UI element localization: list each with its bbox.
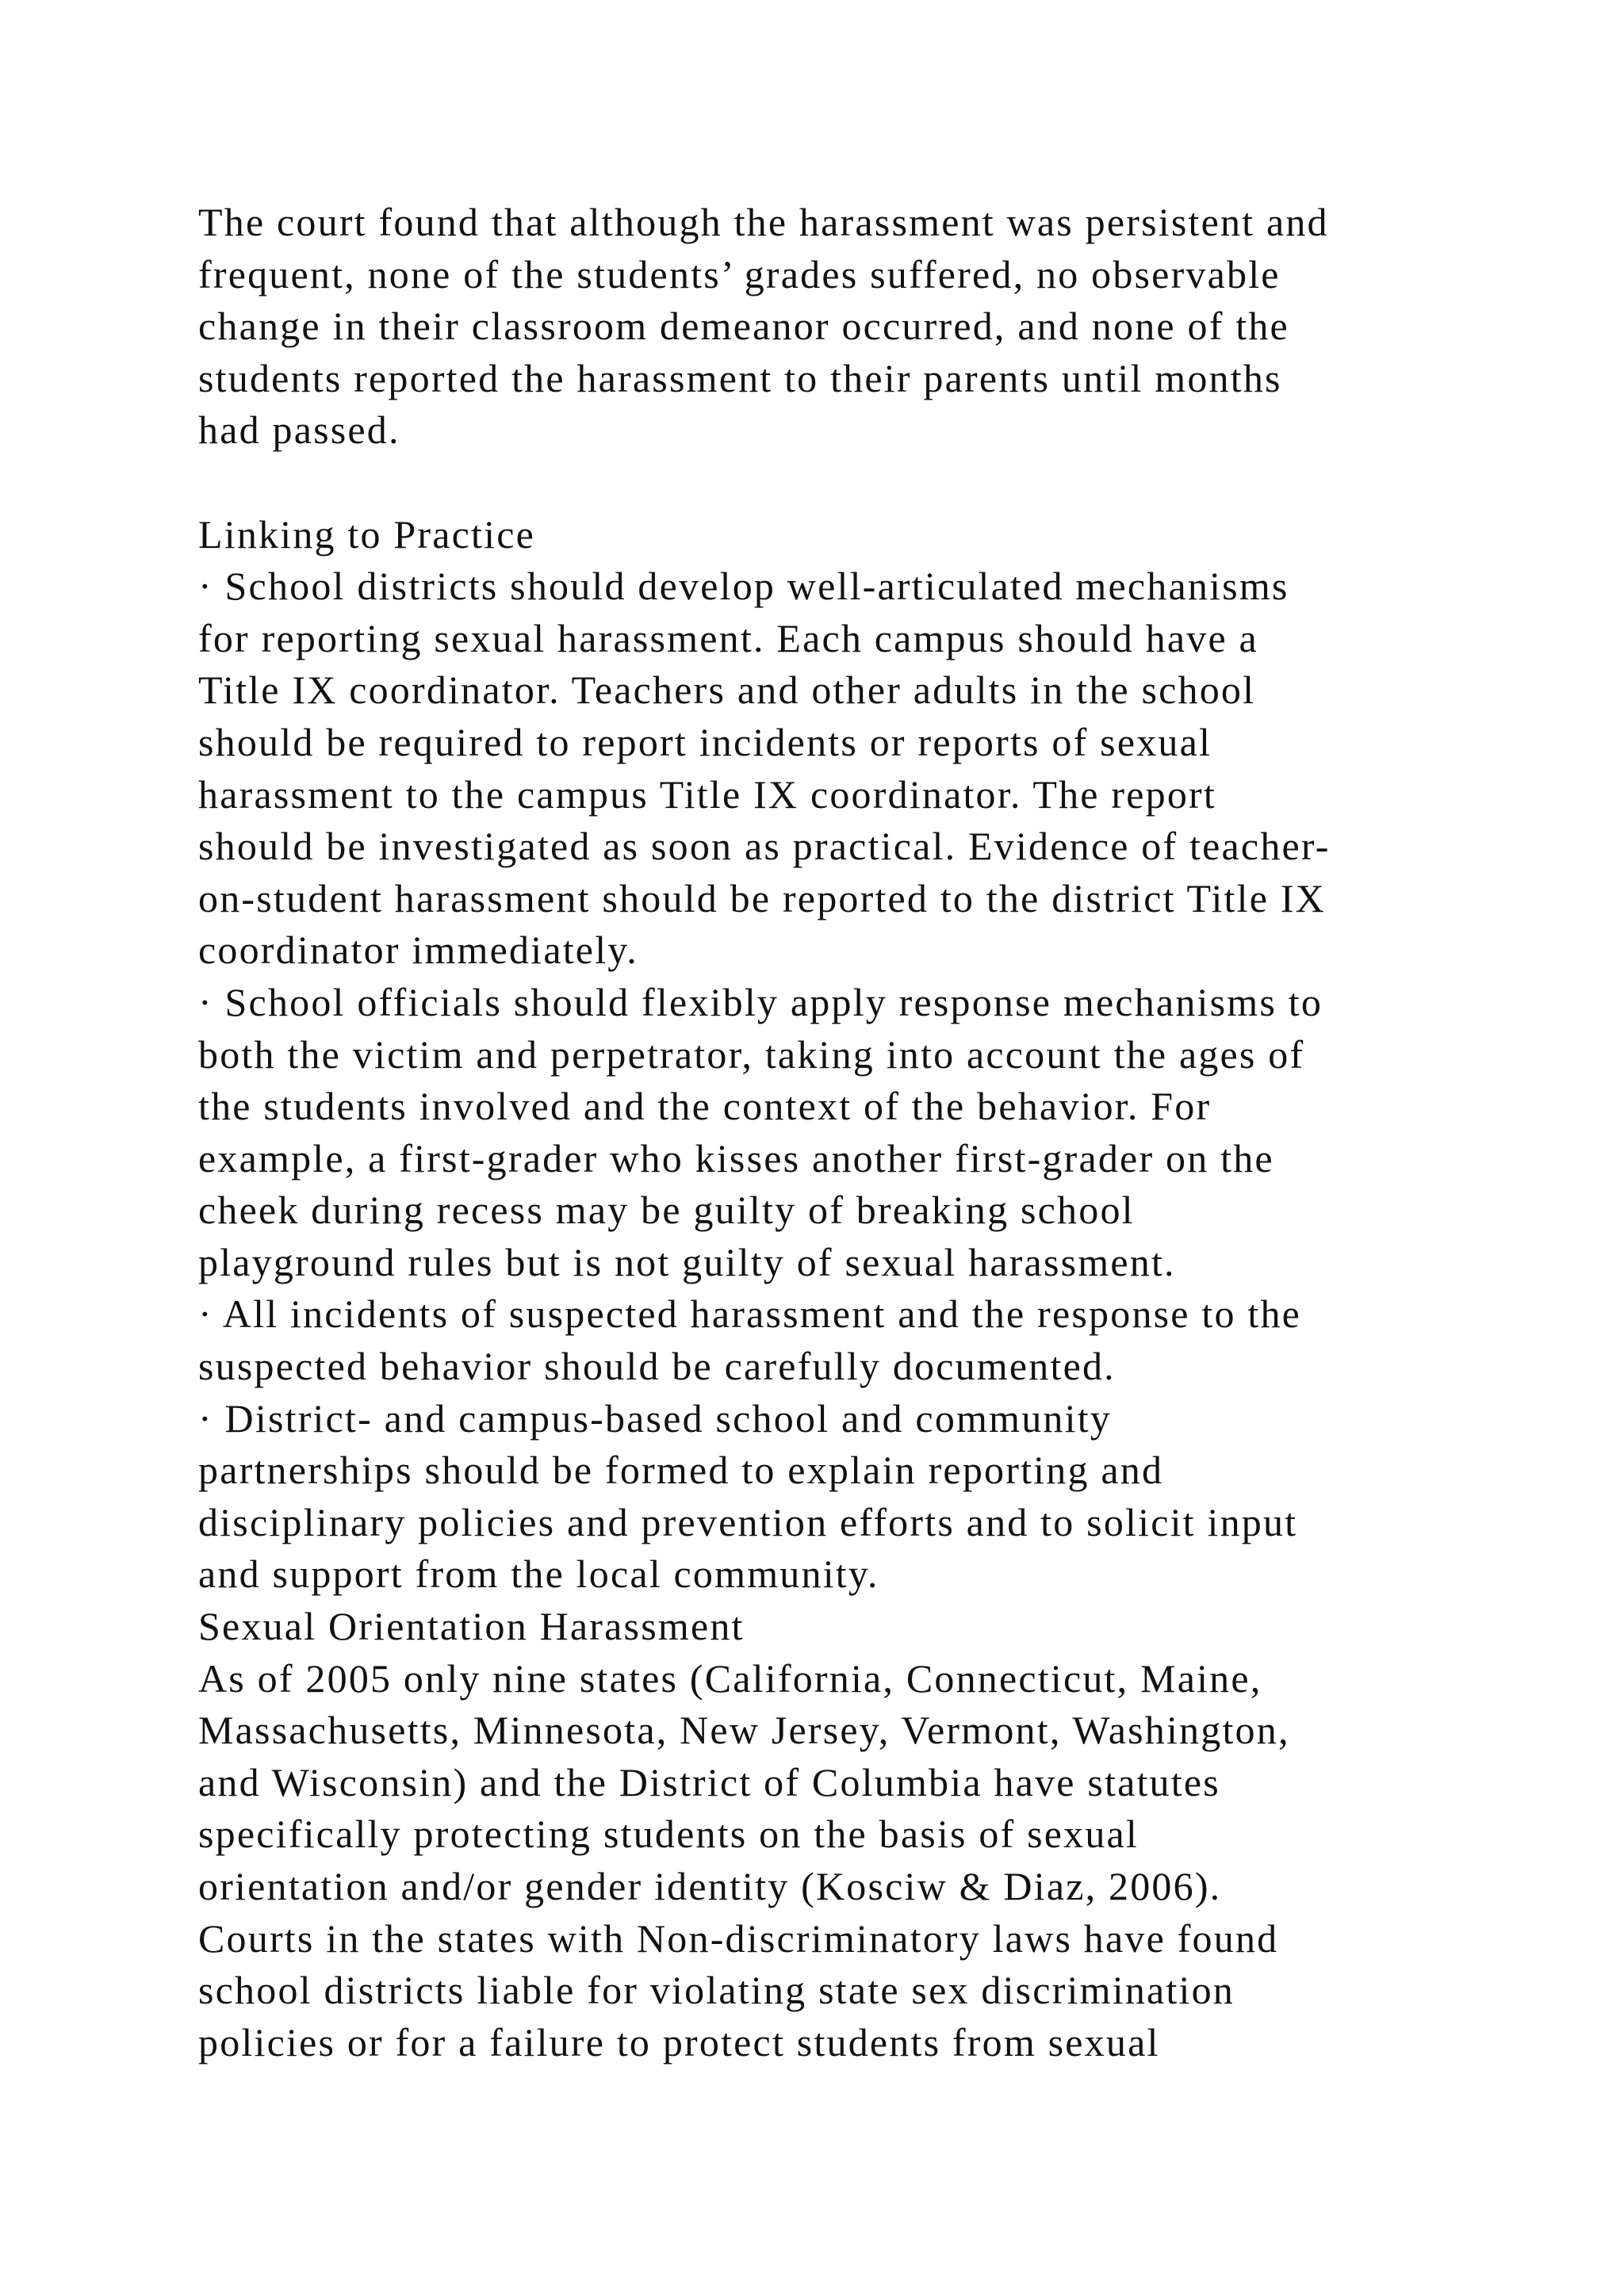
bullet-response-mechanisms <box>198 977 1562 1289</box>
text-line: partnerships should be formed to explain reporting and <box>198 1448 1164 1493</box>
text-line: should be required to report incidents or reports of sexual <box>198 719 1212 764</box>
text-line: change in their classroom demeanor occurred, and none of the <box>198 304 1289 349</box>
text-line: specifically protecting students on the basis of sexual <box>198 1812 1139 1857</box>
text-line: Title IX coordinator. Teachers and other adults in the school <box>198 668 1256 713</box>
bullet-community-partnerships <box>198 1393 1562 1601</box>
text-line: As of 2005 only nine states (California, Connecticut, Maine, <box>198 1655 1262 1701</box>
text-line: on-student harassment should be reported to the district Title IX <box>198 875 1326 920</box>
paragraph-spacer <box>198 457 1562 509</box>
text-line: and support from the local community. <box>198 1552 879 1597</box>
text-line: the students involved and the context of the behavior. For <box>198 1084 1212 1129</box>
text-line: harassment to the campus Title IX coordinator. The report <box>198 771 1216 817</box>
text-line: for reporting sexual harassment. Each campus should have a <box>198 615 1258 660</box>
text-line: school districts liable for violating state sex discrimination <box>198 1968 1235 2013</box>
text-line: · School districts should develop well-articulated mechanisms <box>198 564 1289 609</box>
text-line: · District- and campus-based school and community <box>198 1395 1112 1441</box>
text-line: example, a first-grader who kisses another first-grader on the <box>198 1135 1274 1181</box>
text-line: suspected behavior should be carefully documented. <box>198 1344 1116 1389</box>
text-line: students reported the harassment to their parents until months <box>198 355 1282 400</box>
bullet-documentation <box>198 1288 1562 1392</box>
text-line: Massachusetts, Minnesota, New Jersey, Vermont, Washington, <box>198 1708 1290 1753</box>
paragraph-court-finding <box>198 197 1562 457</box>
text-line: had passed. <box>198 408 400 453</box>
text-line: disciplinary policies and prevention efforts and to solicit input <box>198 1499 1298 1544</box>
bullet-reporting-mechanisms <box>198 561 1562 977</box>
section-heading-linking-to-practice: Linking to Practice <box>198 511 536 557</box>
text-line: coordinator immediately. <box>198 928 638 973</box>
text-line: cheek during recess may be guilty of breaking school <box>198 1188 1135 1233</box>
text-line: should be investigated as soon as practical. Evidence of teacher- <box>198 824 1331 869</box>
text-line: policies or for a failure to protect students from sexual <box>198 2019 1160 2064</box>
section-heading-sexual-orientation-harassment: Sexual Orientation Harassment <box>198 1604 745 1649</box>
text-line: frequent, none of the students’ grades suffered, no observable <box>198 251 1281 297</box>
text-line: · School officials should flexibly apply response mechanisms to <box>198 979 1323 1024</box>
text-line: both the victim and perpetrator, taking into account the ages of <box>198 1031 1305 1077</box>
text-line: · All incidents of suspected harassment and the response to the <box>198 1292 1302 1337</box>
text-line: The court found that although the harassment was persistent and <box>198 200 1329 244</box>
text-line: orientation and/or gender identity (Kosciw & Diaz, 2006). <box>198 1864 1222 1908</box>
text-line: playground rules but is not guilty of sexual harassment. <box>198 1239 1176 1284</box>
document-text <box>198 197 1562 2068</box>
paragraph-state-statutes <box>198 1653 1562 2069</box>
text-line: and Wisconsin) and the District of Columbia have statutes <box>198 1759 1220 1804</box>
text-line: Courts in the states with Non-discriminatory laws have found <box>198 1915 1279 1961</box>
